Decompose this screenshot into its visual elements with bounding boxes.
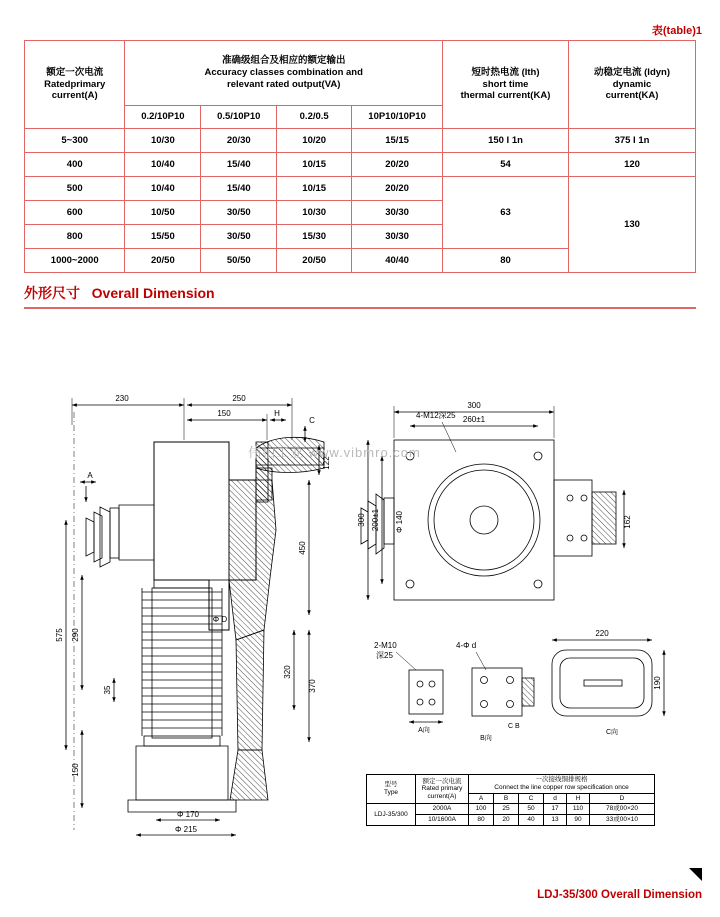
cell-c1: 10/40	[125, 153, 201, 177]
svg-text:290: 290	[71, 628, 80, 642]
svg-text:122: 122	[322, 456, 331, 470]
svg-text:深25: 深25	[376, 651, 393, 660]
svg-text:B向: B向	[480, 735, 492, 742]
mini-cell-rated: 10/1600A	[416, 815, 469, 826]
cell-c3: 15/30	[277, 225, 352, 249]
svg-text:Φ 170: Φ 170	[177, 810, 199, 819]
subheader-class-3: 0.2/0.5	[277, 106, 352, 129]
mini-cell-D: 33或00×10	[590, 815, 655, 826]
cell-c2: 15/40	[201, 153, 277, 177]
mini-cell-A: 80	[469, 815, 494, 826]
svg-text:Φ 140: Φ 140	[395, 511, 404, 533]
svg-text:575: 575	[55, 628, 64, 642]
cell-c4: 20/20	[352, 153, 443, 177]
svg-text:C向: C向	[605, 729, 619, 736]
header-dynamic-current: 动稳定电流 (Idyn) dynamic current(KA)	[569, 41, 696, 129]
svg-text:Φ D: Φ D	[212, 615, 228, 624]
corner-triangle-marker	[689, 868, 702, 881]
svg-text:220: 220	[595, 629, 609, 638]
copper-row-specification-table	[366, 774, 655, 826]
cell-idyn: 130	[569, 177, 696, 273]
mini-col-B: B	[494, 793, 519, 804]
mini-header-type: 型号 Type	[367, 775, 416, 804]
table-row	[25, 177, 696, 201]
section-heading-en: Overall Dimension	[91, 285, 215, 301]
svg-text:320: 320	[283, 665, 292, 679]
cell-c4: 15/15	[352, 129, 443, 153]
cell-current: 400	[25, 153, 125, 177]
cell-current: 600	[25, 201, 125, 225]
mini-cell-D: 78或00×20	[590, 804, 655, 815]
cell-c3: 10/30	[277, 201, 352, 225]
cell-c1: 10/30	[125, 129, 201, 153]
mini-table-row	[367, 804, 655, 815]
mini-cell-H: 90	[567, 815, 590, 826]
cell-c4: 30/30	[352, 201, 443, 225]
mini-col-C: C	[519, 793, 544, 804]
mini-col-D: D	[590, 793, 655, 804]
cell-idyn: 375 I 1n	[569, 129, 696, 153]
cell-current: 5~300	[25, 129, 125, 153]
svg-text:300: 300	[467, 401, 481, 410]
mini-header-copper-spec: 一次接线铜排规格 Connect the line copper row specification once	[469, 775, 655, 794]
mini-cell-type: LDJ-35/300	[367, 804, 416, 826]
subheader-class-2: 0.5/10P10	[201, 106, 277, 129]
mini-cell-d: 17	[544, 804, 567, 815]
table-label: 表(table)1	[651, 25, 702, 37]
cell-idyn: 120	[569, 153, 696, 177]
svg-text:35: 35	[103, 685, 112, 695]
section-heading-cn: 外形尺寸	[24, 285, 80, 301]
mini-cell-A: 100	[469, 804, 494, 815]
mini-cell-C: 50	[519, 804, 544, 815]
mini-header-row-1	[367, 775, 655, 794]
svg-text:C B: C B	[508, 723, 520, 730]
subheader-class-1: 0.2/10P10	[125, 106, 201, 129]
cell-current: 1000~2000	[25, 249, 125, 273]
svg-text:4-Φ d: 4-Φ d	[456, 641, 477, 650]
mini-cell-C: 40	[519, 815, 544, 826]
cell-current: 500	[25, 177, 125, 201]
cell-ith: 150 I 1n	[443, 129, 569, 153]
watermark-text: 伟柏工业 www.vibmro.com	[248, 445, 421, 460]
footer-title: LDJ-35/300 Overall Dimension	[537, 889, 702, 901]
svg-text:A向: A向	[418, 727, 430, 734]
mini-col-A: A	[469, 793, 494, 804]
section-heading	[24, 283, 215, 303]
cell-current: 800	[25, 225, 125, 249]
svg-text:300: 300	[357, 513, 366, 527]
svg-text:150: 150	[217, 409, 231, 418]
cell-c3: 20/50	[277, 249, 352, 273]
cell-c2: 20/30	[201, 129, 277, 153]
mini-col-d: d	[544, 793, 567, 804]
svg-text:C: C	[309, 416, 315, 425]
cell-ith: 54	[443, 153, 569, 177]
svg-text:2-M10: 2-M10	[374, 641, 397, 650]
cell-c1: 10/50	[125, 201, 201, 225]
mini-cell-d: 13	[544, 815, 567, 826]
mini-col-H: H	[567, 793, 590, 804]
table-row	[25, 129, 696, 153]
cell-c2: 30/50	[201, 201, 277, 225]
mini-cell-B: 25	[494, 804, 519, 815]
cell-c3: 10/15	[277, 177, 352, 201]
svg-text:162: 162	[623, 515, 632, 529]
svg-text:230: 230	[115, 394, 129, 403]
mini-cell-B: 20	[494, 815, 519, 826]
svg-text:260±1: 260±1	[462, 415, 486, 424]
cell-ith: 63	[443, 177, 569, 249]
svg-text:150: 150	[71, 763, 80, 777]
section-divider	[24, 307, 696, 309]
svg-text:4-M12深25: 4-M12深25	[416, 411, 456, 420]
svg-text:H: H	[274, 409, 280, 418]
cell-c1: 10/40	[125, 177, 201, 201]
cell-c4: 20/20	[352, 177, 443, 201]
cell-c2: 50/50	[201, 249, 277, 273]
svg-text:370: 370	[308, 679, 317, 693]
cell-c3: 10/15	[277, 153, 352, 177]
subheader-class-4: 10P10/10P10	[352, 106, 443, 129]
cell-c1: 20/50	[125, 249, 201, 273]
cell-ith: 80	[443, 249, 569, 273]
header-accuracy-group: 准确级组合及相应的额定输出 Accuracy classes combination and relevant rated output(VA)	[125, 41, 443, 106]
cell-c4: 40/40	[352, 249, 443, 273]
cell-c3: 10/20	[277, 129, 352, 153]
table-row	[25, 153, 696, 177]
header-thermal-current: 短时热电流 (Ith) short time thermal current(KA)	[443, 41, 569, 129]
mini-cell-rated: 2000A	[416, 804, 469, 815]
svg-text:A: A	[87, 471, 93, 480]
cell-c2: 15/40	[201, 177, 277, 201]
svg-text:190: 190	[653, 676, 662, 690]
cell-c1: 15/50	[125, 225, 201, 249]
svg-text:450: 450	[298, 541, 307, 555]
table-header-row	[25, 41, 696, 106]
header-rated-primary-current: 额定一次电流 Ratedprimary current(A)	[25, 41, 125, 129]
svg-text:Φ 215: Φ 215	[175, 825, 197, 834]
svg-text:250: 250	[232, 394, 246, 403]
svg-text:200±1: 200±1	[371, 508, 380, 532]
cell-c4: 30/30	[352, 225, 443, 249]
specification-table	[24, 40, 696, 273]
mini-cell-H: 110	[567, 804, 590, 815]
mini-header-rated-current: 额定一次电流 Rated primary current(A)	[416, 775, 469, 804]
cell-c2: 30/50	[201, 225, 277, 249]
